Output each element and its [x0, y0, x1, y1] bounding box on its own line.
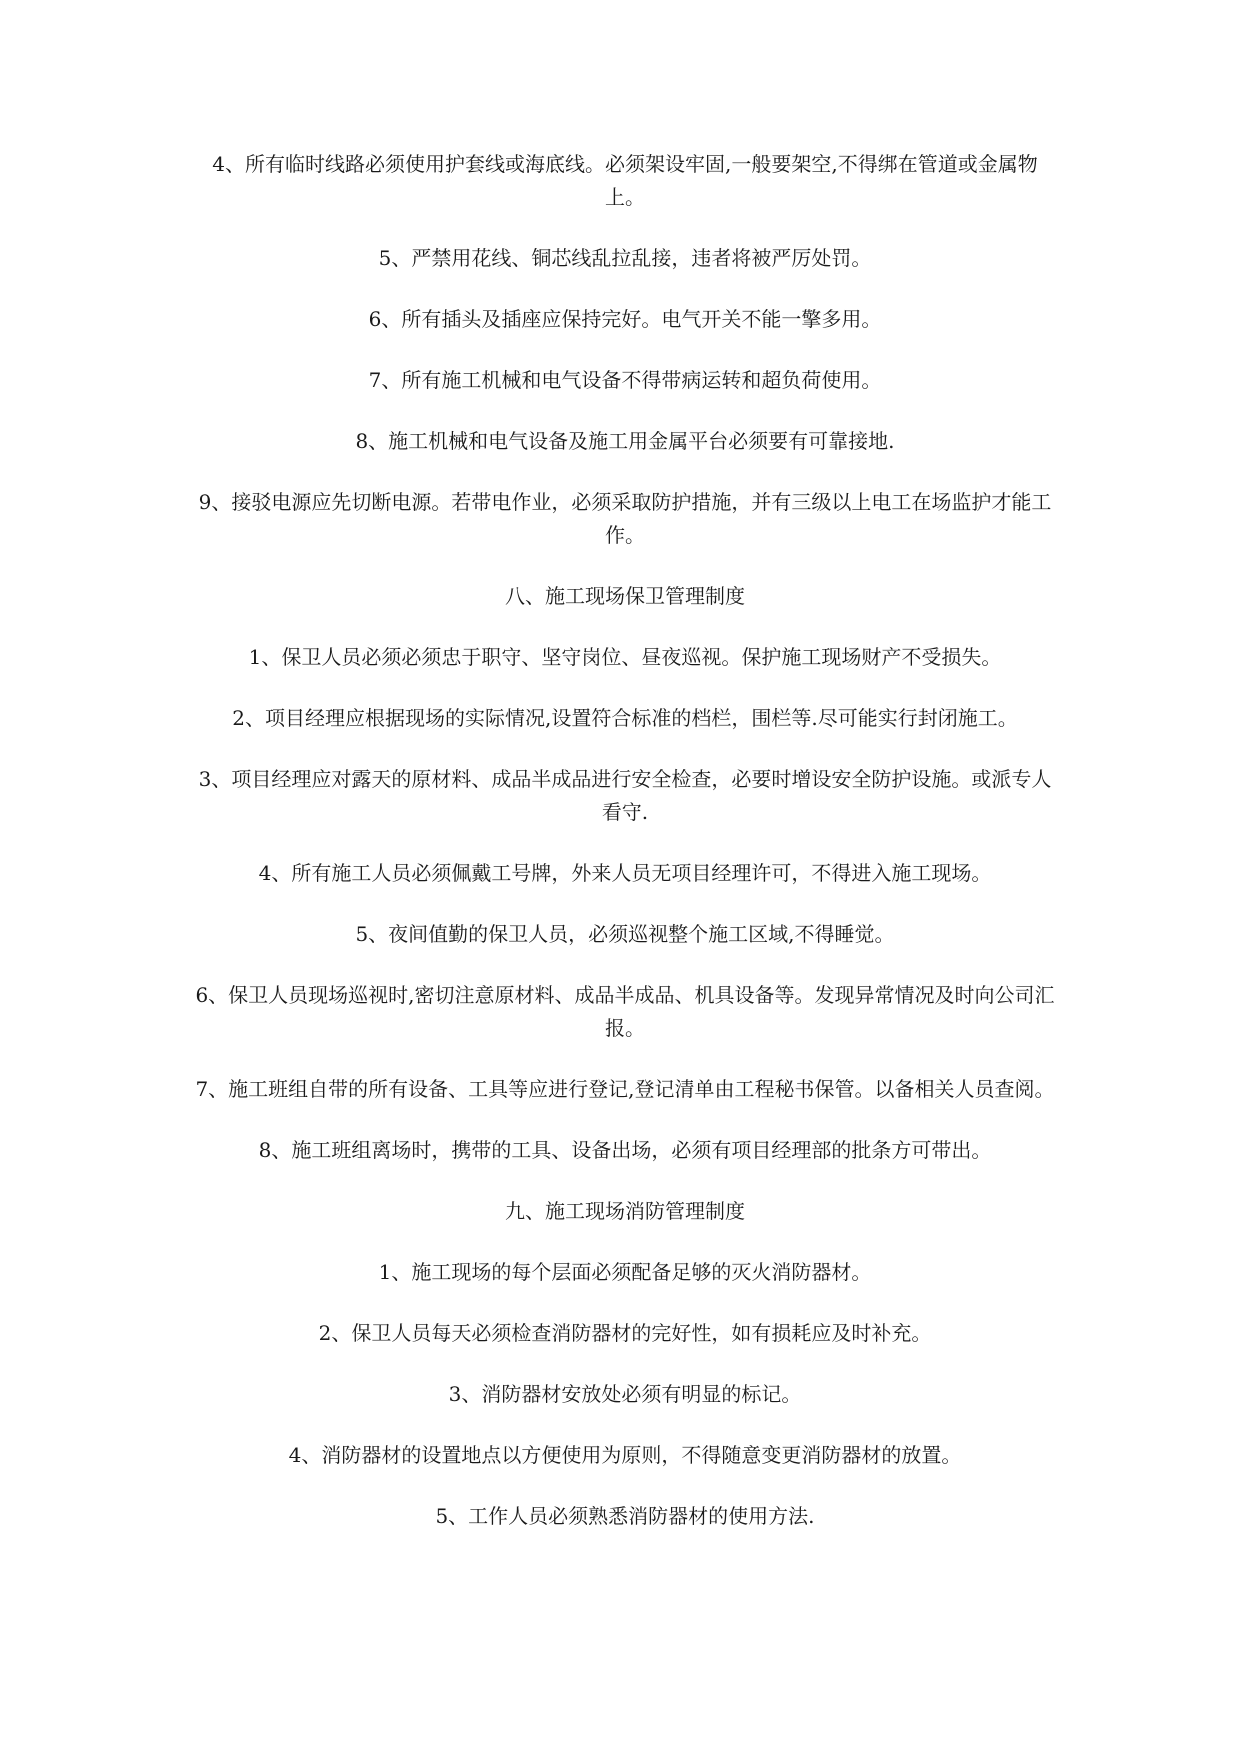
rule-item-fire-4: 4、消防器材的设置地点以方便使用为原则，不得随意变更消防器材的放置。: [288, 1443, 962, 1467]
rule-item-electrical-5: 5、严禁用花线、铜芯线乱拉乱接，违者将被严厉处罚。: [378, 246, 872, 270]
rule-item-electrical-4: 4、所有临时线路必须使用护套线或海底线。必须架设牢固,一般要架空,不得绑在管道或金属物上。: [212, 152, 1038, 209]
rule-item-electrical-7: 7、所有施工机械和电气设备不得带病运转和超负荷使用。: [368, 368, 882, 392]
rule-item-fire-5: 5、工作人员必须熟悉消防器材的使用方法.: [435, 1504, 815, 1528]
rule-item-security-4: 4、所有施工人员必须佩戴工号牌，外来人员无项目经理许可，不得进入施工现场。: [258, 861, 992, 885]
rule-item-electrical-8: 8、施工机械和电气设备及施工用金属平台必须要有可靠接地.: [355, 429, 895, 453]
rule-item-fire-2: 2、保卫人员每天必须检查消防器材的完好性，如有损耗应及时补充。: [318, 1321, 932, 1345]
section-heading-security: 八、施工现场保卫管理制度: [505, 584, 745, 608]
rule-item-fire-3: 3、消防器材安放处必须有明显的标记。: [448, 1382, 802, 1406]
rule-item-security-2: 2、项目经理应根据现场的实际情况,设置符合标准的档栏，围栏等.尽可能实行封闭施工。: [232, 706, 1018, 730]
rule-item-security-5: 5、夜间值勤的保卫人员，必须巡视整个施工区域,不得睡觉。: [355, 922, 895, 946]
rule-item-security-8: 8、施工班组离场时，携带的工具、设备出场，必须有项目经理部的批条方可带出。: [258, 1138, 992, 1162]
document-body: [195, 148, 1055, 1561]
rule-item-security-6: 6、保卫人员现场巡视时,密切注意原材料、成品半成品、机具设备等。发现异常情况及时向公司汇报。: [195, 983, 1055, 1040]
rule-item-electrical-6: 6、所有插头及插座应保持完好。电气开关不能一擎多用。: [368, 307, 882, 331]
rule-item-security-1: 1、保卫人员必须必须忠于职守、坚守岗位、昼夜巡视。保护施工现场财产不受损失。: [248, 645, 1002, 669]
rule-item-security-7: 7、施工班组自带的所有设备、工具等应进行登记,登记清单由工程秘书保管。以备相关人员查阅。: [195, 1077, 1055, 1101]
section-heading-fire: 九、施工现场消防管理制度: [505, 1199, 745, 1223]
rule-item-fire-1: 1、施工现场的每个层面必须配备足够的灭火消防器材。: [378, 1260, 872, 1284]
rule-item-electrical-9: 9、接驳电源应先切断电源。若带电作业，必须采取防护措施，并有三级以上电工在场监护才能工作。: [198, 490, 1052, 547]
rule-item-security-3: 3、项目经理应对露天的原材料、成品半成品进行安全检查，必要时增设安全防护设施。或派专人看守.: [198, 767, 1052, 824]
